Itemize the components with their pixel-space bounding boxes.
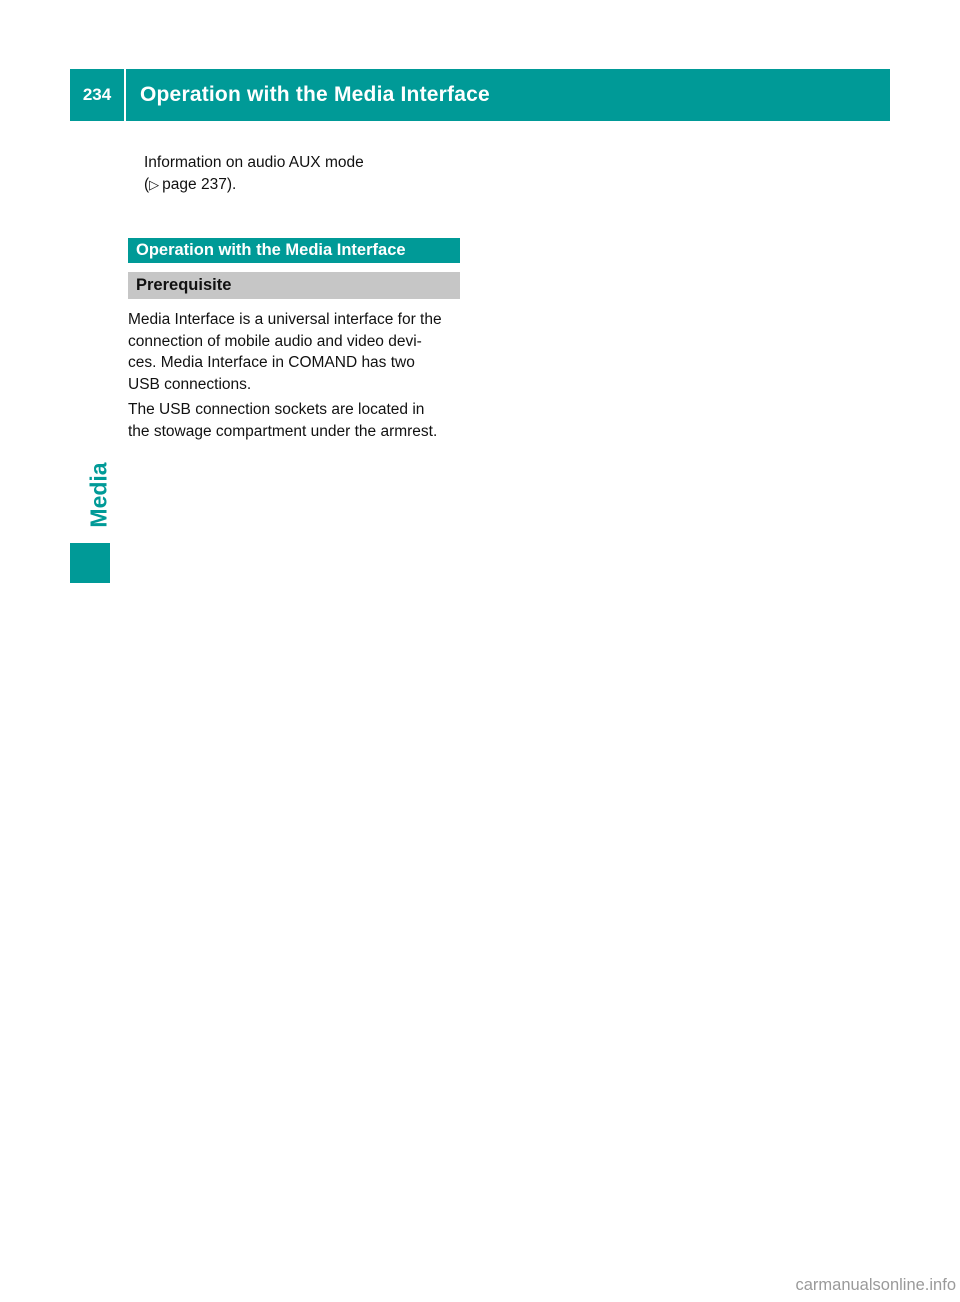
side-tab-marker — [70, 543, 110, 583]
text-line: Media Interface is a universal interface for the — [128, 311, 442, 328]
page-header — [70, 69, 890, 121]
text-line: ces. Media Interface in COMAND has two — [128, 354, 415, 371]
page-ref-link[interactable]: page 237). — [162, 176, 237, 193]
text-line: the stowage compartment under the armrest. — [128, 422, 438, 440]
side-tab — [84, 460, 114, 530]
side-tab-label: Media — [85, 462, 112, 528]
header-title: Operation with the Media Interface — [140, 83, 490, 106]
subsection-heading: Prerequisite — [128, 272, 460, 299]
section-heading: Operation with the Media Interface — [128, 238, 460, 263]
text-line: connection of mobile audio and video devi- — [128, 332, 422, 350]
page-number: 234 — [70, 69, 126, 121]
watermark: carmanualsonline.info — [795, 1276, 956, 1294]
text-line: USB connections. — [128, 375, 252, 393]
paragraph-usb-sockets — [128, 399, 460, 442]
intro-line: Information on audio AUX mode — [144, 154, 364, 171]
intro-text: Information on audio AUX mode (▷ page 237). — [144, 154, 364, 193]
paragraph-media-interface — [128, 309, 460, 395]
text-line: The USB connection sockets are located in — [128, 401, 425, 418]
content-column — [128, 152, 460, 442]
page-ref-arrow-icon: ▷ — [149, 177, 160, 192]
